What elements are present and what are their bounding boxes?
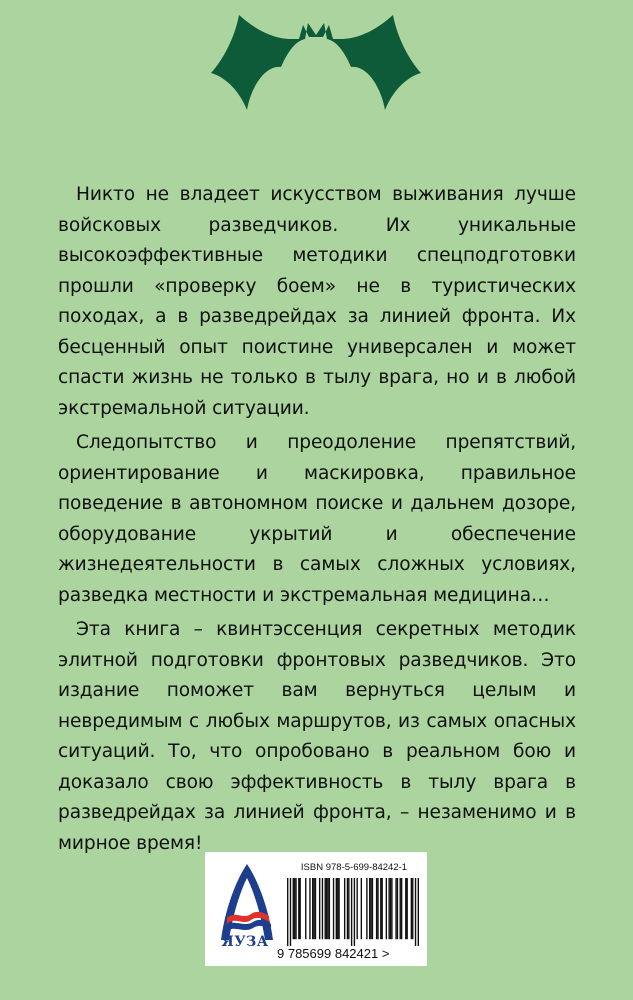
barcode-bar [381,878,382,939]
barcode-bar [377,878,378,939]
barcode-bar [372,878,373,939]
barcode-bar [391,878,392,939]
blurb-text [58,180,576,863]
blurb-paragraph-1: Никто не владеет искусством выживания лучше войсковых разведчиков. Их уникальные высокоэффективные методики спецподготовки прошли «проверку боем» не в туристических походах, а в разведрейдах за линией фронта. Их бесценный опыт поистине универсален и может спасти жизнь не только в тылу врага, но и в любой экстремальной ситуации. [58,184,576,419]
barcode-bar [405,878,406,939]
barcode-bar [313,878,314,939]
barcode-bar [418,878,419,946]
barcode-bar [294,878,295,939]
barcode-bar [380,878,381,939]
barcode-bar [325,878,326,939]
barcode-bar [329,878,330,939]
barcode-bar [322,878,323,939]
barcode-bar [354,878,355,946]
barcode-bar [348,878,349,939]
barcode-bar [415,878,416,946]
barcode-bar [344,878,345,939]
barcode [287,878,419,946]
barcode-bar [395,878,396,939]
barcode-bar [312,878,313,939]
barcode-bar [406,878,407,939]
barcode-bar [351,878,352,946]
barcode-bar [411,878,412,939]
bat-silhouette [211,15,421,110]
publisher-name: ЯУЗА [221,934,269,950]
barcode-bar [361,878,362,939]
barcode-bar [388,878,389,939]
barcode-bar [386,878,387,939]
barcode-bar [290,878,291,946]
barcode-bar [315,878,316,939]
barcode-bar [287,878,288,946]
barcode-bar [412,878,413,939]
barcode-bar [376,878,377,939]
barcode-bar [327,878,328,939]
bat-icon [209,15,424,145]
barcode-bar [397,878,398,939]
barcode-bar [390,878,391,939]
barcode-bar [370,878,371,939]
blurb-paragraph-3: Эта книга – квинтэссенция секретных методик элитной подготовки фронтовых разведчиков. Это издание поможет вам вернуться целым и невредимым с любых маршрутов, из самых опасных ситуаций. То, что опробовано в реальном бою и доказало свою эффективность в тылу врага в разведрейдах за линией фронта, – незаменимо и в мирное время! [58,619,576,854]
barcode-bar [309,878,310,939]
barcode-bar [338,878,339,939]
barcode-bar [300,878,301,939]
barcode-bar [319,878,320,939]
barcode-bar [293,878,294,939]
barcode-bar [401,878,402,939]
blurb-paragraph-2: Следопытство и преодоление препятствий, ориентирование и маскировка, правильное поведение в автономном поиске и дальнем дозоре, оборудование укрытий и обеспечение жизнедеятельности в самых сложных условиях, разведка местности и экстремальная медицина… [58,432,576,606]
barcode-bar [336,878,337,939]
barcode-bar [347,878,348,939]
barcode-bar [400,878,401,939]
barcode-bar [337,878,338,939]
barcode-bar [295,878,296,939]
barcode-bar [305,878,306,939]
barcode-digits: 9 785699 842421 > [277,946,390,961]
barcode-bar [356,878,357,939]
barcode-bar [326,878,327,939]
barcode-bar [369,878,370,939]
barcode-panel [205,852,427,966]
barcode-bar [298,878,299,939]
barcode-bar [333,878,334,939]
barcode-bar [366,878,367,939]
isbn-label: ISBN 978-5-699-84242-1 [300,862,408,873]
